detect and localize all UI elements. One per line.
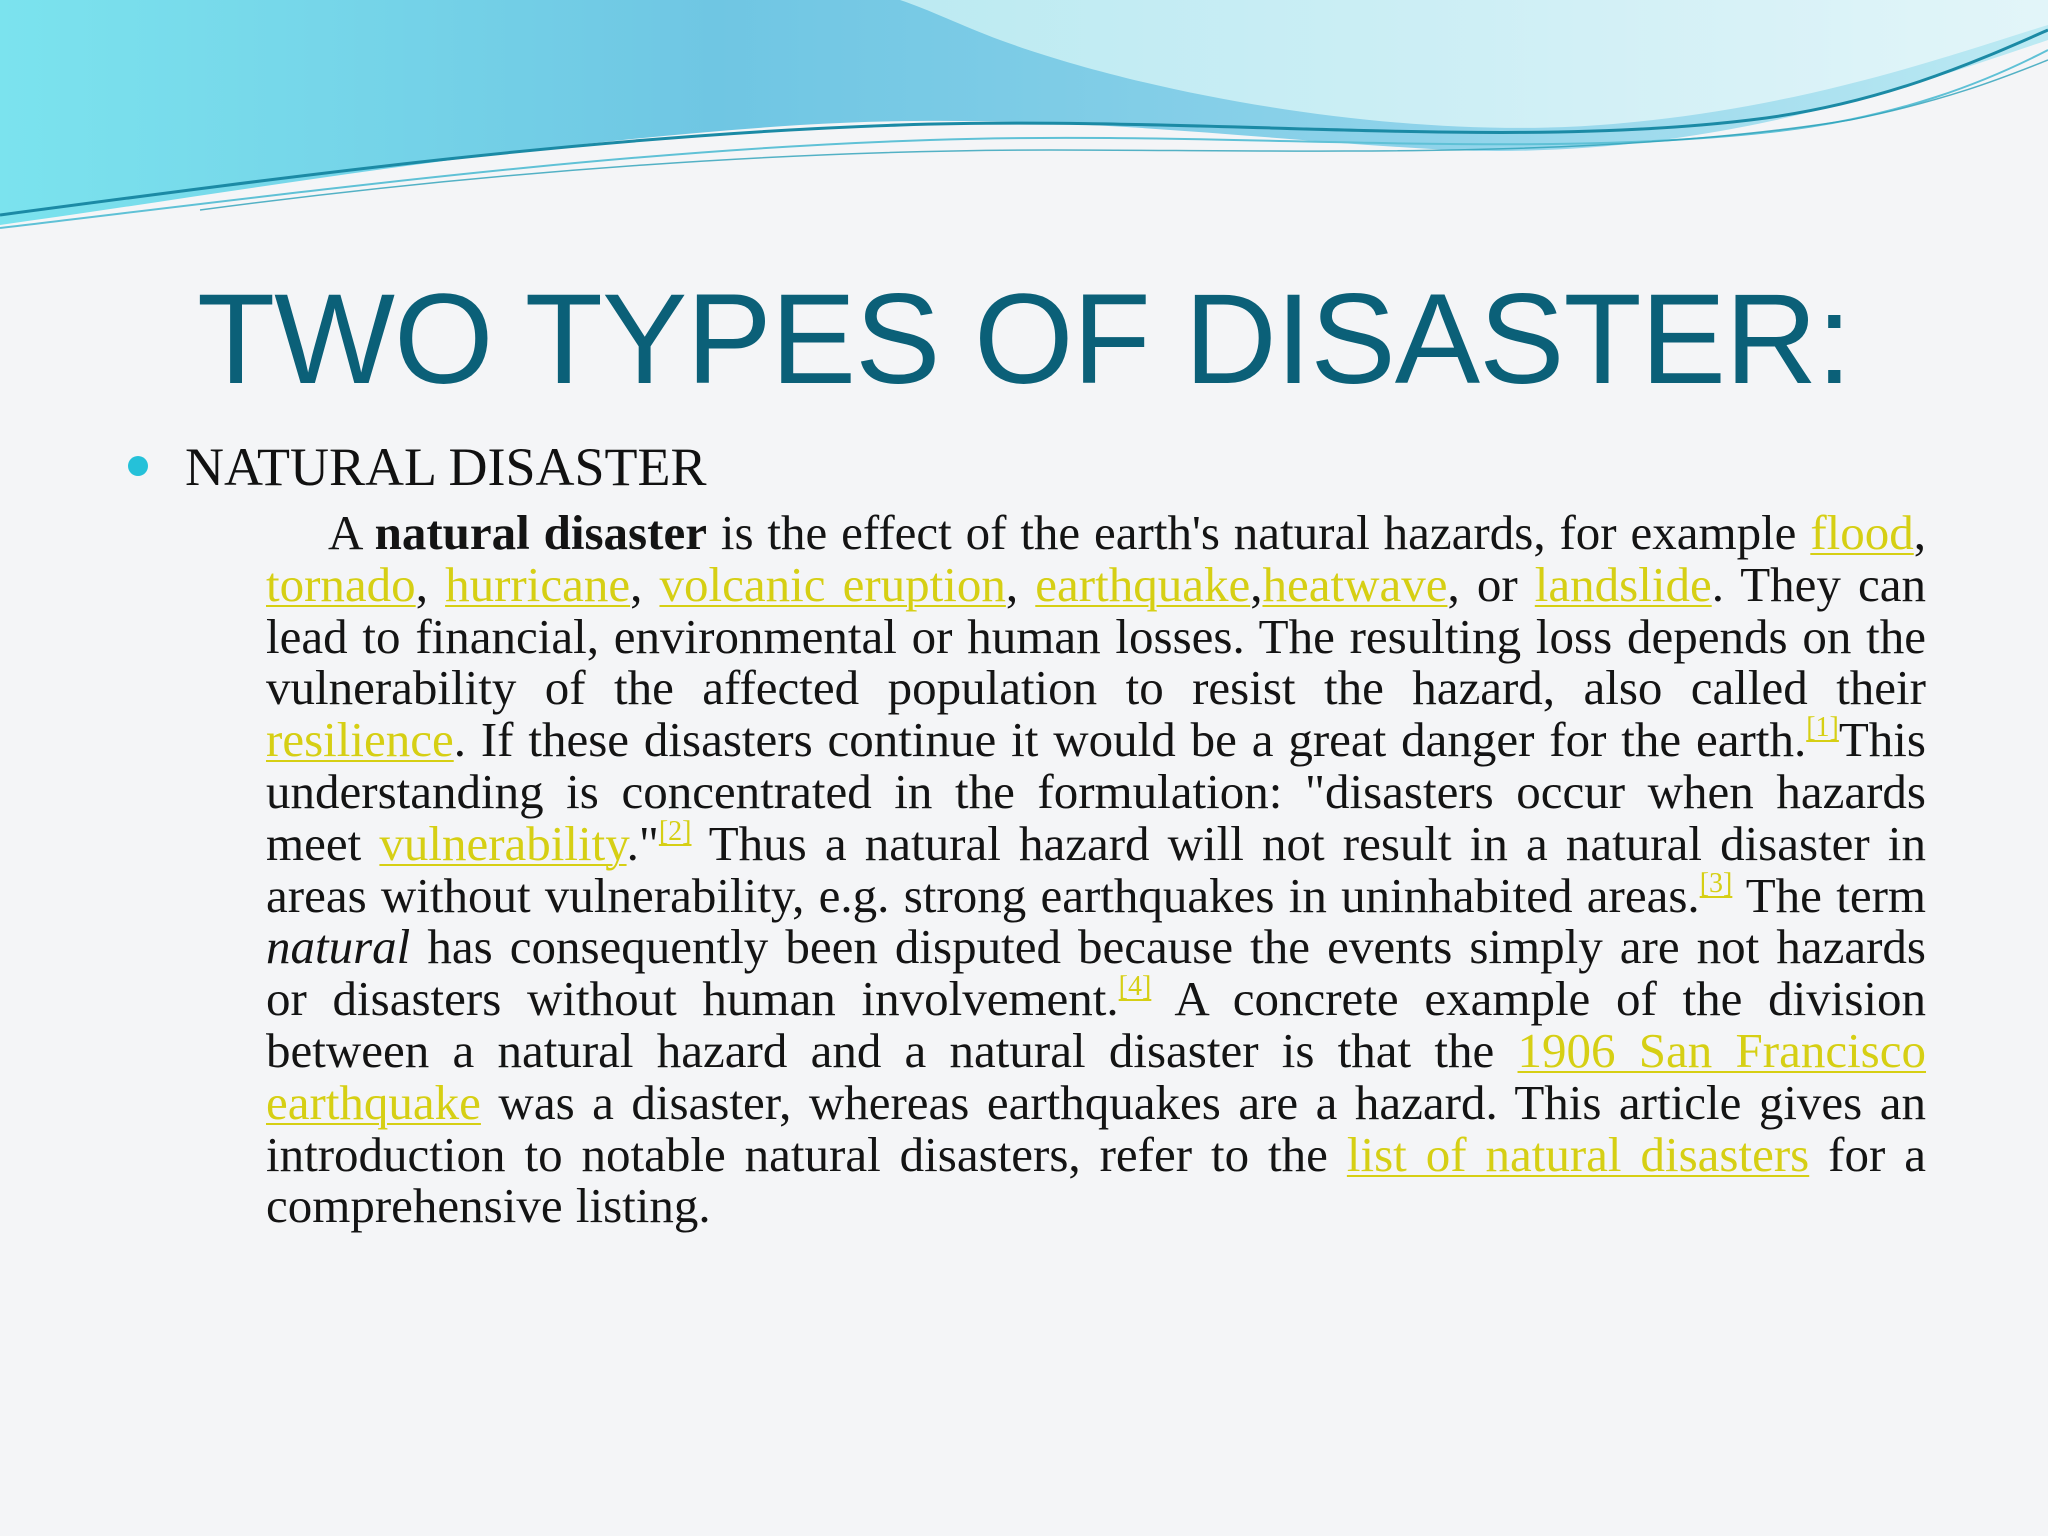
- hyperlink[interactable]: heatwave: [1262, 556, 1448, 612]
- text-run: ,: [630, 556, 660, 612]
- bullet-dot-icon: [128, 456, 148, 476]
- text-run: . They can lead to financial, environmental or human losses. The resulting loss depends on the vulnerability of the affected population to resist the hazard, also called their: [266, 556, 1927, 716]
- text-run: ,: [1250, 556, 1263, 612]
- hyperlink[interactable]: vulnerability: [379, 815, 627, 871]
- citation-link[interactable]: [1]: [1806, 712, 1839, 744]
- text-run: , or: [1447, 556, 1535, 612]
- text-run: This understanding is concentrated in the formulation: "disasters occur when hazards meet: [266, 712, 1926, 871]
- hyperlink[interactable]: hurricane: [445, 556, 631, 612]
- text-run: Thus a natural hazard will not result in a natural disaster in areas without vulnerability, e.g. strong earthquakes in uninhabited areas.: [266, 815, 1926, 923]
- text-run: was a disaster, whereas earthquakes are a hazard. This article gives an introduction to notable natural disasters, refer to the: [266, 1074, 1926, 1182]
- text-run: ,: [1913, 505, 1926, 560]
- body-paragraph: [266, 507, 1926, 1232]
- hyperlink[interactable]: list of natural disasters: [1346, 1126, 1810, 1182]
- hyperlink[interactable]: landslide: [1534, 556, 1712, 612]
- hyperlink[interactable]: earthquake: [1035, 556, 1251, 612]
- citation-link[interactable]: [3]: [1699, 867, 1733, 899]
- text-run: ,: [415, 556, 446, 612]
- italic-term: natural: [266, 919, 411, 975]
- text-run: has consequently been disputed because the events simply are not hazards or disasters without human involvement.: [266, 919, 1926, 1027]
- text-run: The term: [1732, 867, 1927, 923]
- citation-link[interactable]: [4]: [1118, 971, 1152, 1003]
- slide-title: TWO TYPES OF DISASTER:: [196, 268, 1852, 411]
- header-wave-decoration: [0, 0, 2048, 260]
- hyperlink[interactable]: resilience: [266, 712, 454, 768]
- hyperlink[interactable]: 1906 San Francisco earthquake: [266, 1022, 1926, 1130]
- hyperlink[interactable]: tornado: [266, 556, 416, 612]
- citation-link[interactable]: [2]: [658, 815, 692, 847]
- text-run: A: [328, 505, 375, 560]
- bullet-heading: NATURAL DISASTER: [185, 437, 707, 497]
- text-run: is the effect of the earth's natural hazards, for example: [706, 505, 1811, 560]
- bold-term: natural disaster: [374, 505, 707, 560]
- text-run: ,: [1005, 556, 1036, 612]
- text-run: .": [626, 815, 659, 871]
- text-run: . If these disasters continue it would be a great danger for the earth.: [453, 712, 1807, 768]
- text-run: A concrete example of the division between a natural hazard and a natural disaster is that the: [266, 971, 1927, 1078]
- text-run: for a comprehensive listing.: [266, 1126, 1927, 1234]
- hyperlink[interactable]: volcanic eruption: [659, 556, 1006, 612]
- hyperlink[interactable]: flood: [1810, 505, 1914, 560]
